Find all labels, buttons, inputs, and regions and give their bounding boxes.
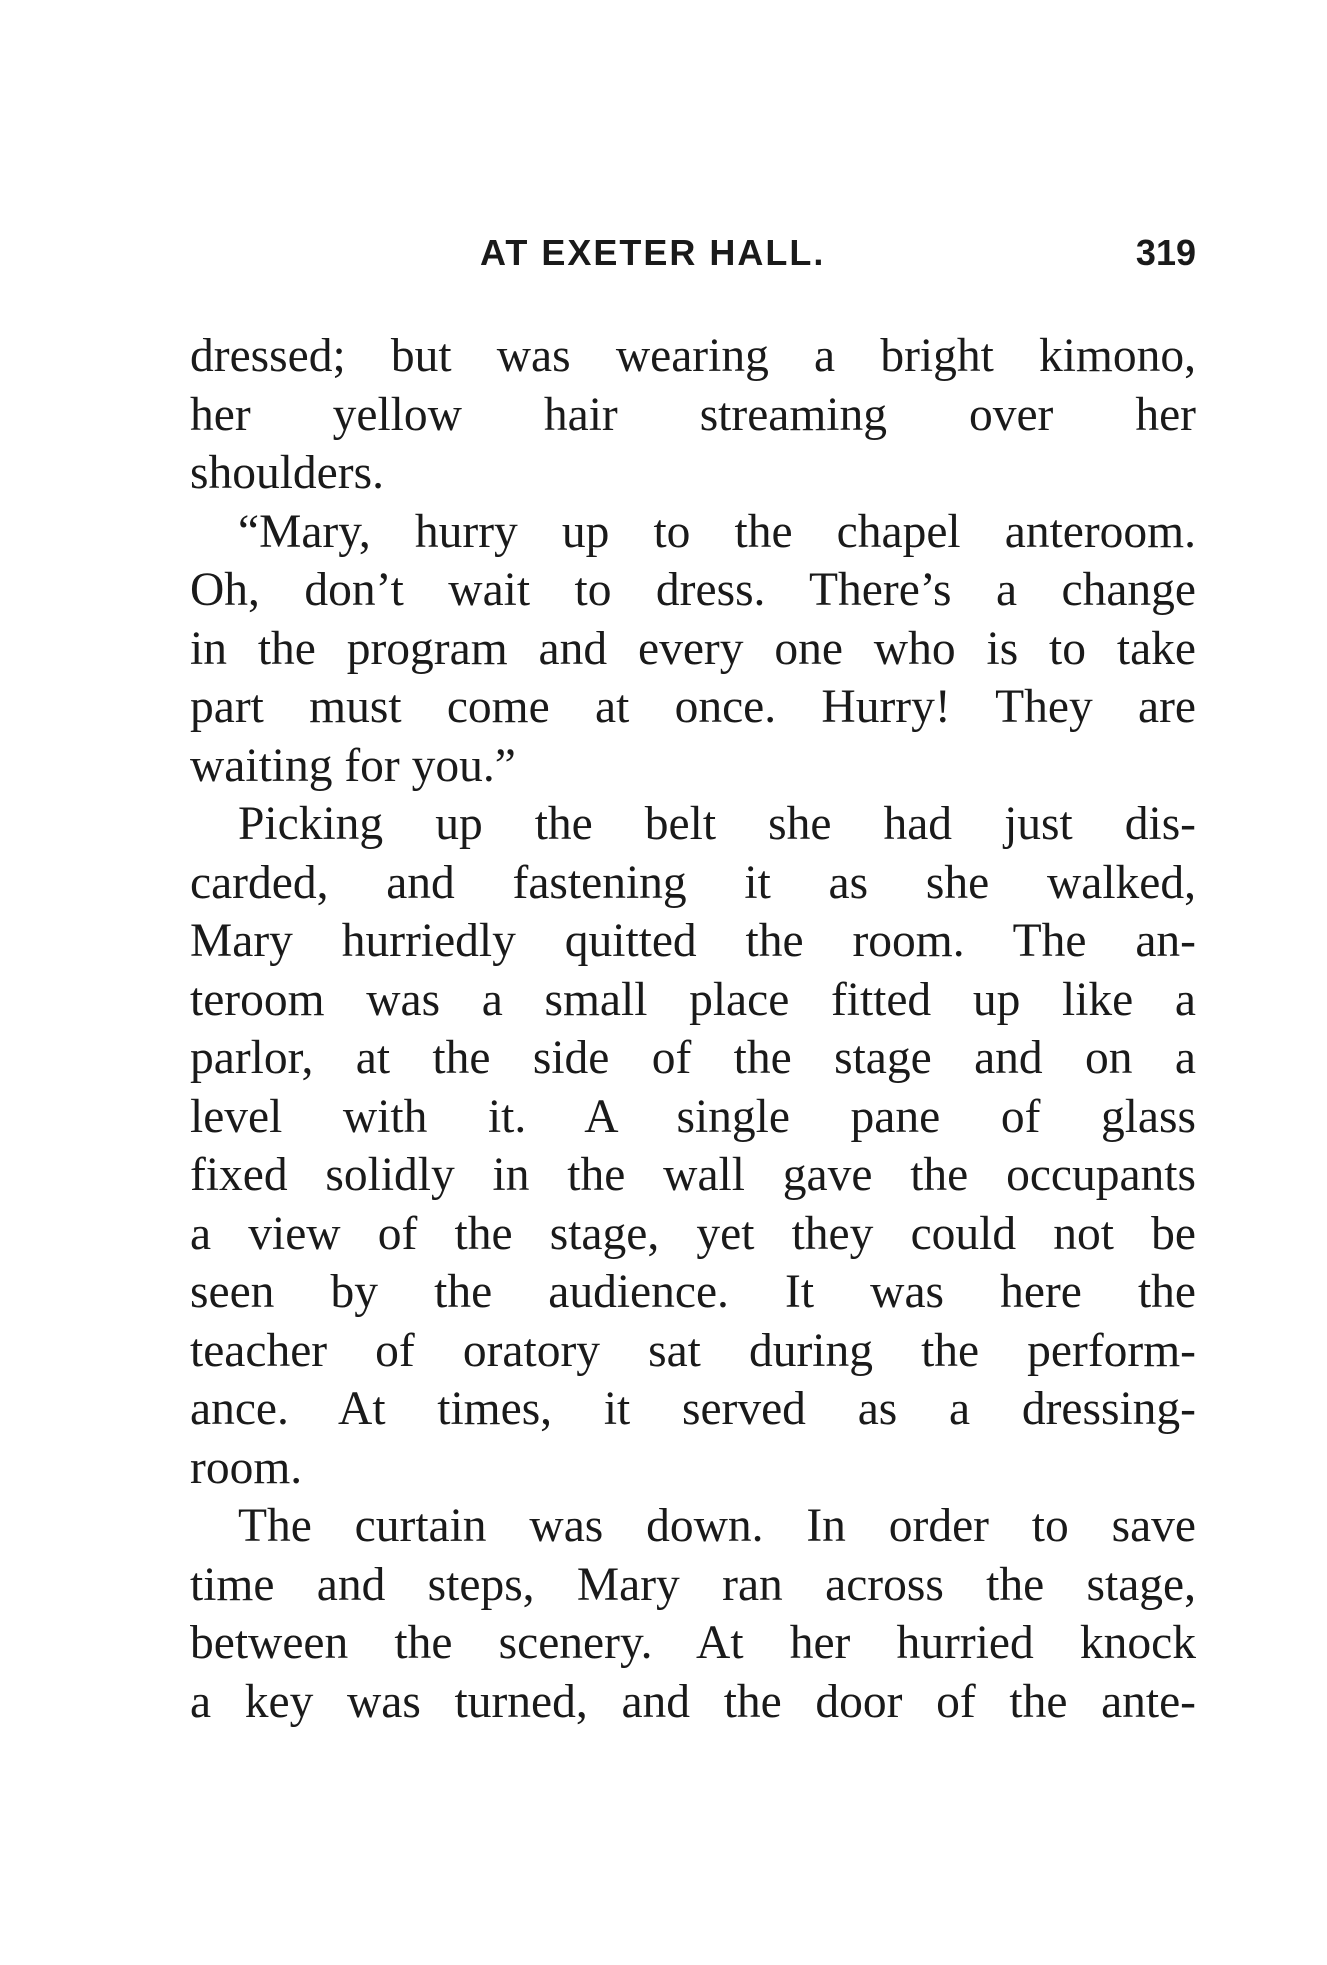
paragraph-4 [190,1497,1196,1731]
text-line: teacher of oratory sat during the perform- [190,1324,1196,1377]
text-line: Picking up the belt she had just dis- [238,798,1196,850]
text-line: level with it. A single pane of glass [190,1090,1196,1143]
text-line: carded, and fastening it as she walked, [190,856,1196,909]
text-line: seen by the audience. It was here the [190,1266,1196,1318]
text-line: in the program and every one who is to take [190,622,1196,675]
paragraph-3 [190,795,1196,1497]
text-line: “Mary, hurry up to the chapel anteroom. [238,505,1196,558]
text-line: parlor, at the side of the stage and on a [190,1032,1196,1084]
text-line: between the scenery. At her hurried knock [190,1617,1196,1669]
body-text [190,327,1196,1731]
text-line: The curtain was down. In order to save [238,1500,1196,1552]
running-head [190,232,1196,282]
text-line: Oh, don’t wait to dress. There’s a change [190,564,1196,616]
text-line: Mary hurriedly quitted the room. The an- [190,915,1196,967]
text-line: part must come at once. Hurry! They are [190,681,1196,733]
text-line: dressed; but was wearing a bright kimono, [190,330,1196,382]
text-line: time and steps, Mary ran across the stage, [190,1558,1196,1611]
text-line: shoulders. [190,447,384,499]
text-line: ance. At times, it served as a dressing- [190,1383,1196,1435]
text-line: waiting for you.” [190,739,516,792]
text-line: a key was turned, and the door of the ante- [190,1675,1196,1728]
paragraph-1 [190,327,1196,503]
running-title: AT EXETER HALL. [480,232,826,273]
page-number: 319 [1135,232,1196,273]
paragraph-2 [190,503,1196,796]
text-line: fixed solidly in the wall gave the occupants [190,1149,1196,1201]
text-line: teroom was a small place fitted up like a [190,973,1196,1026]
text-line: her yellow hair streaming over her [190,388,1196,441]
text-line: a view of the stage, yet they could not be [190,1207,1196,1260]
text-line: room. [190,1441,303,1494]
